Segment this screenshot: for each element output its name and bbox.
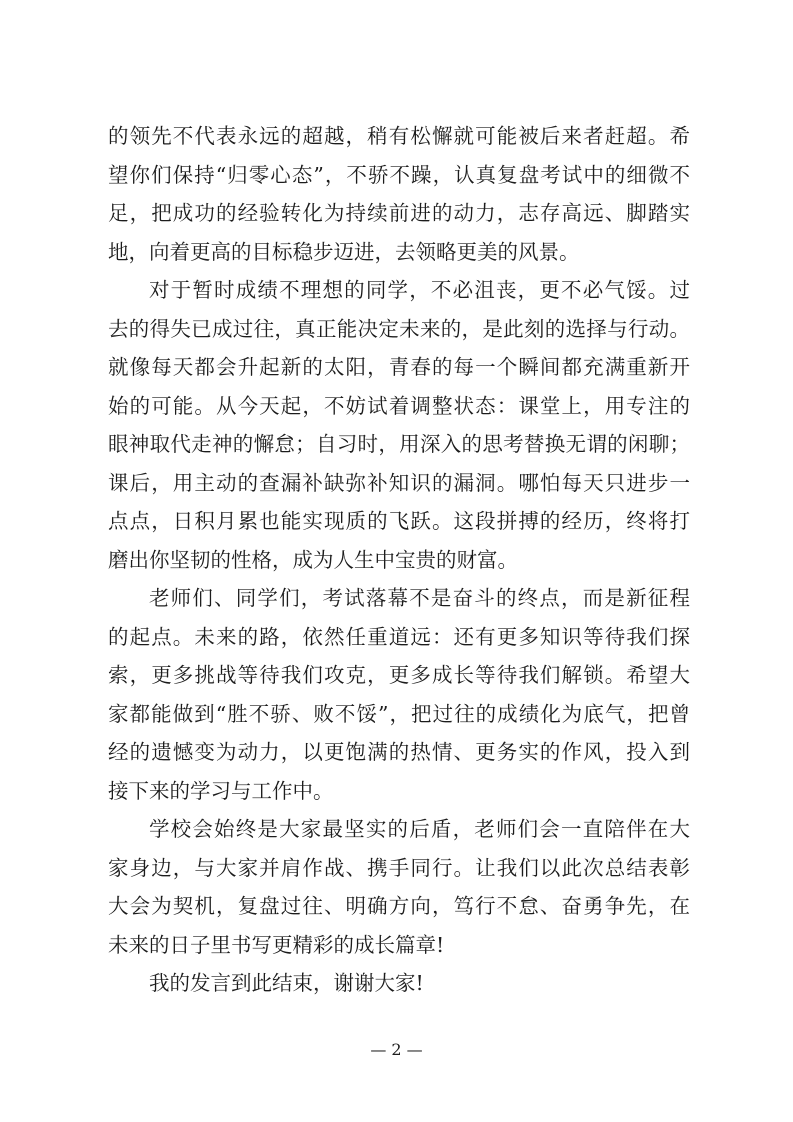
text-line: 对于暂时成绩不理想的同学，不必沮丧，更不必气馁。过 [149, 278, 690, 302]
text-line: 家都能做到“胜不骄、败不馁”，把过往的成绩化为底气，把曾 [108, 701, 690, 726]
text-line: 就像每天都会升起新的太阳，青春的每一个瞬间都充满重新开 [108, 355, 690, 379]
text-line: 地，向着更高的目标稳步迈进，去领略更美的风景。 [108, 239, 580, 264]
text-line: 课后，用主动的查漏补缺弥补知识的漏洞。哪怕每天只进步一 [108, 470, 690, 495]
text-line: 足，把成功的经验转化为持续前进的动力，志存高远、脚踏实 [108, 201, 690, 225]
text-line: 始的可能。从今天起，不妨试着调整状态：课堂上，用专注的 [108, 393, 690, 418]
text-line: 老师们、同学们，考试落幕不是奋斗的终点，而是新征程 [149, 586, 690, 610]
paragraph-continued [108, 117, 690, 271]
text-line: 去的得失已成过往，真正能决定未来的，是此刻的选择与行动。 [108, 316, 690, 341]
paragraph-closing [108, 964, 690, 1003]
text-line: 的起点。未来的路，依然任重道远：还有更多知识等待我们探 [108, 624, 690, 649]
text-line: 经的遗憾变为动力，以更饱满的热情、更务实的作风，投入到 [108, 740, 690, 764]
text-line: 学校会始终是大家最坚实的后盾，老师们会一直陪伴在大 [149, 817, 690, 841]
paragraph [108, 579, 690, 810]
text-line: 眼神取代走神的懈怠；自习时，用深入的思考替换无谓的闲聊； [108, 432, 690, 456]
text-line: 未来的日子里书写更精彩的成长篇章! [108, 932, 445, 957]
text-line: 索，更多挑战等待我们攻克，更多成长等待我们解锁。希望大 [108, 663, 690, 687]
text-line: 家身边，与大家并肩作战、携手同行。让我们以此次总结表彰 [108, 855, 690, 880]
text-line: 点点，日积月累也能实现质的飞跃。这段拼搏的经历，终将打 [108, 509, 690, 533]
text-line: 我的发言到此结束，谢谢大家! [149, 971, 424, 995]
text-line: 大会为契机，复盘过往、明确方向，笃行不怠、奋勇争先，在 [108, 894, 690, 918]
text-line: 望你们保持“归零心态”，不骄不躁，认真复盘考试中的细微不 [108, 162, 690, 187]
paragraph [108, 271, 690, 579]
text-line: 磨出你坚韧的性格，成为人生中宝贵的财富。 [108, 547, 518, 572]
paragraph [108, 810, 690, 964]
text-line: 接下来的学习与工作中。 [108, 778, 334, 803]
document-body [108, 117, 690, 1003]
page-number: — 2 — [370, 1040, 423, 1059]
text-line: 的领先不代表永远的超越，稍有松懈就可能被后来者赶超。希 [108, 124, 690, 148]
